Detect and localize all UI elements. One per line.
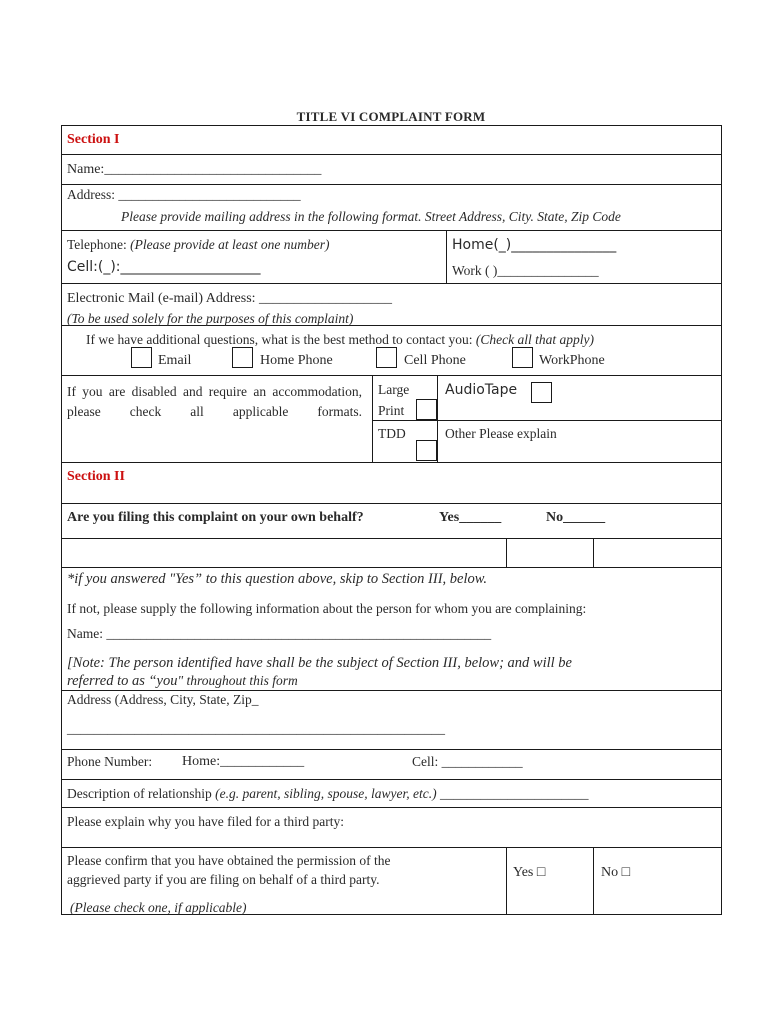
rule — [61, 125, 721, 126]
large-print-label: Large — [378, 382, 410, 397]
relationship-field[interactable] — [67, 786, 588, 802]
telephone-label-text: Telephone: — [67, 237, 127, 252]
third-party-home-phone[interactable]: Home:____________ — [182, 754, 305, 769]
border-right — [721, 125, 722, 915]
rule — [372, 420, 721, 421]
divider — [506, 538, 507, 567]
relationship-line: ______________________ — [439, 786, 589, 801]
rule — [61, 230, 721, 231]
relationship-hint: (e.g. parent, sibling, spouse, lawyer, etc.) — [215, 786, 437, 801]
note-line-2 — [67, 673, 298, 689]
large-print-label-2: Print — [378, 403, 405, 418]
rule — [61, 375, 721, 376]
tdd-label: TDD — [378, 426, 406, 441]
rule — [61, 690, 721, 691]
border-left — [61, 125, 62, 915]
divider — [506, 847, 507, 915]
rule — [61, 567, 721, 568]
skip-note: *if you answered "Yes” to this question above, skip to Section III, below. — [67, 571, 487, 587]
work-phone-option: WorkPhone — [539, 353, 605, 368]
relationship-label: Description of relationship — [67, 786, 212, 801]
cell-field[interactable]: Cell:(_):____________________ — [67, 259, 261, 275]
home-phone-option: Home Phone — [260, 353, 333, 368]
complaint-form — [61, 125, 721, 915]
own-behalf-no[interactable]: No______ — [546, 510, 606, 525]
confirm-line-2: aggrieved party if you are filing on behalf of a third party. — [67, 872, 380, 887]
work-phone-checkbox[interactable] — [512, 347, 533, 368]
cell-phone-option: Cell Phone — [404, 353, 466, 368]
note-line-2-part-2: " throughout this form — [177, 673, 298, 688]
audio-tape-label: AudioTape — [445, 382, 518, 398]
rule — [61, 283, 721, 284]
divider — [372, 375, 373, 462]
third-party-name-field[interactable]: Name: _________________________________________________________ — [67, 626, 492, 641]
confirm-yes-option[interactable]: Yes □ — [513, 865, 546, 880]
work-phone-field[interactable]: Work ( )_______________ — [452, 263, 599, 278]
section-2-heading: Section II — [67, 469, 125, 484]
third-party-address-label: Address (Address, City, State, Zip_ — [67, 692, 259, 707]
home-phone-field[interactable]: Home(_)_______________ — [452, 237, 617, 253]
other-label: Other Please explain — [445, 426, 557, 441]
section-1-heading: Section I — [67, 132, 120, 147]
contact-question — [86, 332, 594, 348]
divider — [446, 230, 447, 283]
home-phone-checkbox[interactable] — [232, 347, 253, 368]
own-behalf-yes[interactable]: Yes______ — [439, 510, 502, 525]
third-party-cell-phone[interactable]: Cell: ____________ — [412, 754, 523, 769]
confirm-hint: (Please check one, if applicable) — [70, 900, 247, 915]
audio-tape-checkbox[interactable] — [531, 382, 552, 403]
rule — [61, 154, 721, 155]
rule — [61, 847, 721, 848]
address-field[interactable]: Address: ___________________________ — [67, 187, 301, 202]
rule — [61, 184, 721, 185]
rule — [61, 538, 721, 539]
if-not-text: If not, please supply the following information about the person for whom you are complaining: — [67, 601, 587, 616]
address-hint: Please provide mailing address in the following format. Street Address, City. State, Zip Code — [121, 209, 621, 224]
divider — [593, 538, 594, 567]
form-title: TITLE VI COMPLAINT FORM — [296, 109, 486, 124]
email-checkbox[interactable] — [131, 347, 152, 368]
third-party-address-line[interactable]: ________________________________________________________ — [67, 721, 445, 736]
rule — [61, 503, 721, 504]
rule — [61, 749, 721, 750]
email-option: Email — [158, 353, 192, 368]
telephone-hint: (Please provide at least one number) — [130, 237, 330, 252]
tdd-checkbox[interactable] — [416, 440, 437, 461]
divider — [437, 375, 438, 462]
own-behalf-question: Are you filing this complaint on your own behalf? — [67, 510, 364, 525]
email-hint: (To be used solely for the purposes of this complaint) — [67, 311, 354, 326]
rule — [61, 462, 721, 463]
note-line-2-part-1: referred to as “you — [67, 673, 178, 689]
cell-phone-checkbox[interactable] — [376, 347, 397, 368]
contact-question-text: If we have additional questions, what is the best method to contact you: — [86, 332, 473, 347]
large-print-checkbox[interactable] — [416, 399, 437, 420]
telephone-label — [67, 237, 329, 253]
rule — [61, 807, 721, 808]
rule — [61, 779, 721, 780]
contact-hint: (Check all that apply) — [475, 332, 595, 347]
confirm-line-1: Please confirm that you have obtained the permission of the — [67, 853, 391, 868]
divider — [593, 847, 594, 915]
accommodation-text: If you are disabled and require an accommodation, please check all applicable formats. — [67, 384, 362, 419]
email-field[interactable]: Electronic Mail (e-mail) Address: ___________________ — [67, 291, 393, 306]
note-line-1: [Note: The person identified have shall be the subject of Section III, below; and will be — [67, 655, 572, 671]
name-field[interactable]: Name:_______________________________ — [67, 162, 322, 177]
phone-number-label: Phone Number: — [67, 754, 153, 769]
confirm-no-option[interactable]: No □ — [601, 865, 631, 880]
third-party-explain[interactable]: Please explain why you have filed for a third party: — [67, 814, 345, 829]
